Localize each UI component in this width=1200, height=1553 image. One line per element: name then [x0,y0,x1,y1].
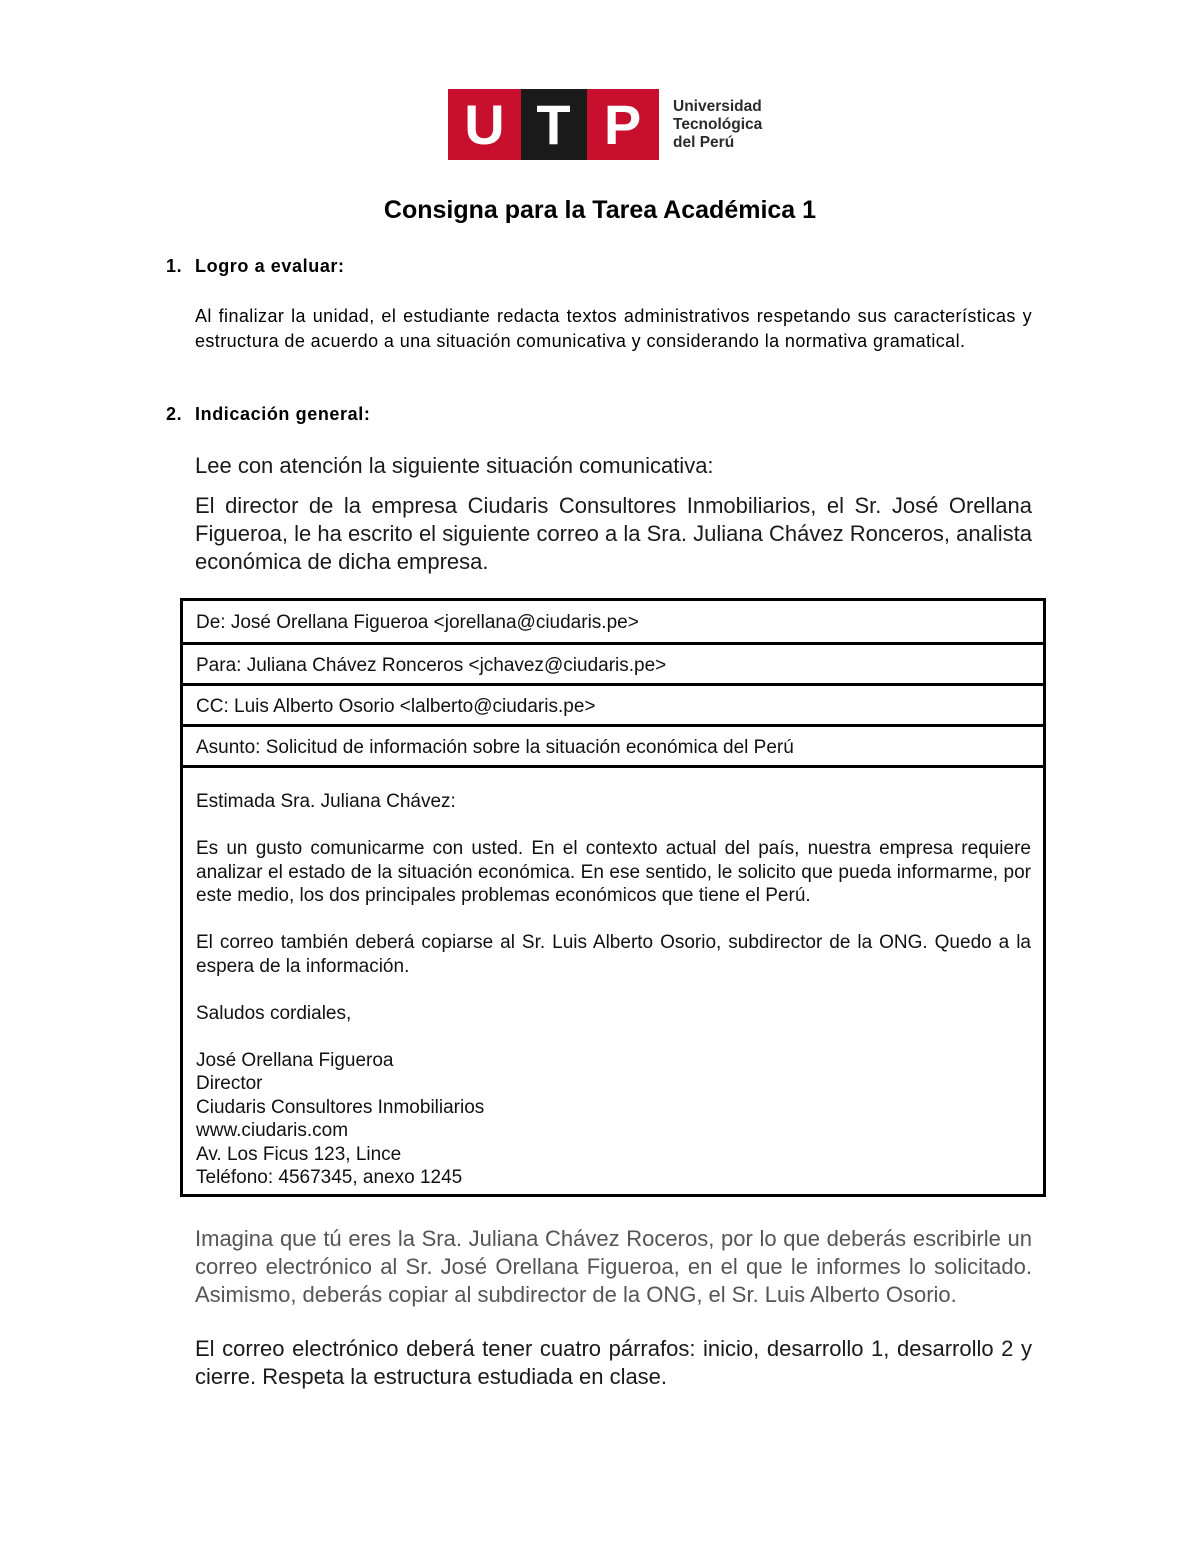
email-box [180,598,1046,1197]
email-closing: Saludos cordiales, [196,1002,352,1024]
logo-letter-u: U [464,93,505,156]
email-to: Para: Juliana Chávez Ronceros <jchavez@ciudaris.pe> [183,645,1043,686]
section-2-context: El director de la empresa Ciudaris Consultores Inmobiliarios, el Sr. José Orellana Figueroa, le ha escrito el siguiente correo a la Sra. Juliana Chávez Ronceros, analista económica de dicha empresa. [195,493,1032,574]
logo-line-3: del Perú [673,133,735,151]
structure-instruction: El correo electrónico deberá tener cuatro párrafos: inicio, desarrollo 1, desarrollo 2 y cierre. Respeta la estructura estudiada en clase. [195,1336,1032,1389]
signature-phone: Teléfono: 4567345, anexo 1245 [196,1167,463,1188]
email-from: De: José Orellana Figueroa <jorellana@ciudaris.pe> [183,601,1043,645]
logo-line-1: Universidad [673,97,762,115]
section-1-text: Al finalizar la unidad, el estudiante redacta textos administrativos respetando sus características y estructura de acuerdo a una situación comunicativa y considerando la normativa gramatical. [195,306,1032,351]
section-1-title: Logro a evaluar: [195,256,345,276]
page-title: Consigna para la Tarea Académica 1 [383,196,817,224]
logo-letter-t: T [521,89,587,160]
logo-letter-p: P [603,93,642,156]
section-1-heading [166,256,345,277]
signature-web: www.ciudaris.com [196,1120,349,1141]
section-1-number: 1. [166,256,183,276]
section-2-heading [166,404,370,425]
email-greeting: Estimada Sra. Juliana Chávez: [196,791,456,812]
section-2-intro: Lee con atención la siguiente situación comunicativa: [195,453,714,478]
utp-logo-wordmark [673,98,762,152]
email-paragraph-2: El correo también deberá copiarse al Sr. Luis Alberto Osorio, subdirector de la ONG. Quedo a la espera de la información. [196,932,1031,977]
signature-address: Av. Los Ficus 123, Lince [196,1143,402,1165]
task-instruction: Imagina que tú eres la Sra. Juliana Chávez Roceros, por lo que deberás escribirle un correo electrónico al Sr. José Orellana Figueroa, en el que le informes lo solicitado. Asimismo, deberás copiar al subdirector de la ONG, el Sr. Luis Alberto Osorio. [195,1226,1032,1307]
signature-name: José Orellana Figueroa [196,1049,394,1071]
email-cc: CC: Luis Alberto Osorio <lalberto@ciudaris.pe> [183,686,1043,727]
section-2-number: 2. [166,404,183,424]
signature-company: Ciudaris Consultores Inmobiliarios [196,1096,485,1118]
utp-logo-mark [448,89,659,160]
utp-logo [448,89,762,160]
email-paragraph-1: Es un gusto comunicarme con usted. En el contexto actual del país, nuestra empresa requiere analizar el estado de la situación económica. En ese sentido, le solicito que pueda informarme, por este medio, los dos principales problemas económicos que tiene el Perú. [196,838,1031,906]
email-body [183,768,1043,1190]
section-2-title: Indicación general: [195,404,371,424]
logo-line-2: Tecnológica [673,115,763,133]
email-subject: Asunto: Solicitud de información sobre la situación económica del Perú [183,727,1043,768]
signature-role: Director [196,1073,263,1094]
